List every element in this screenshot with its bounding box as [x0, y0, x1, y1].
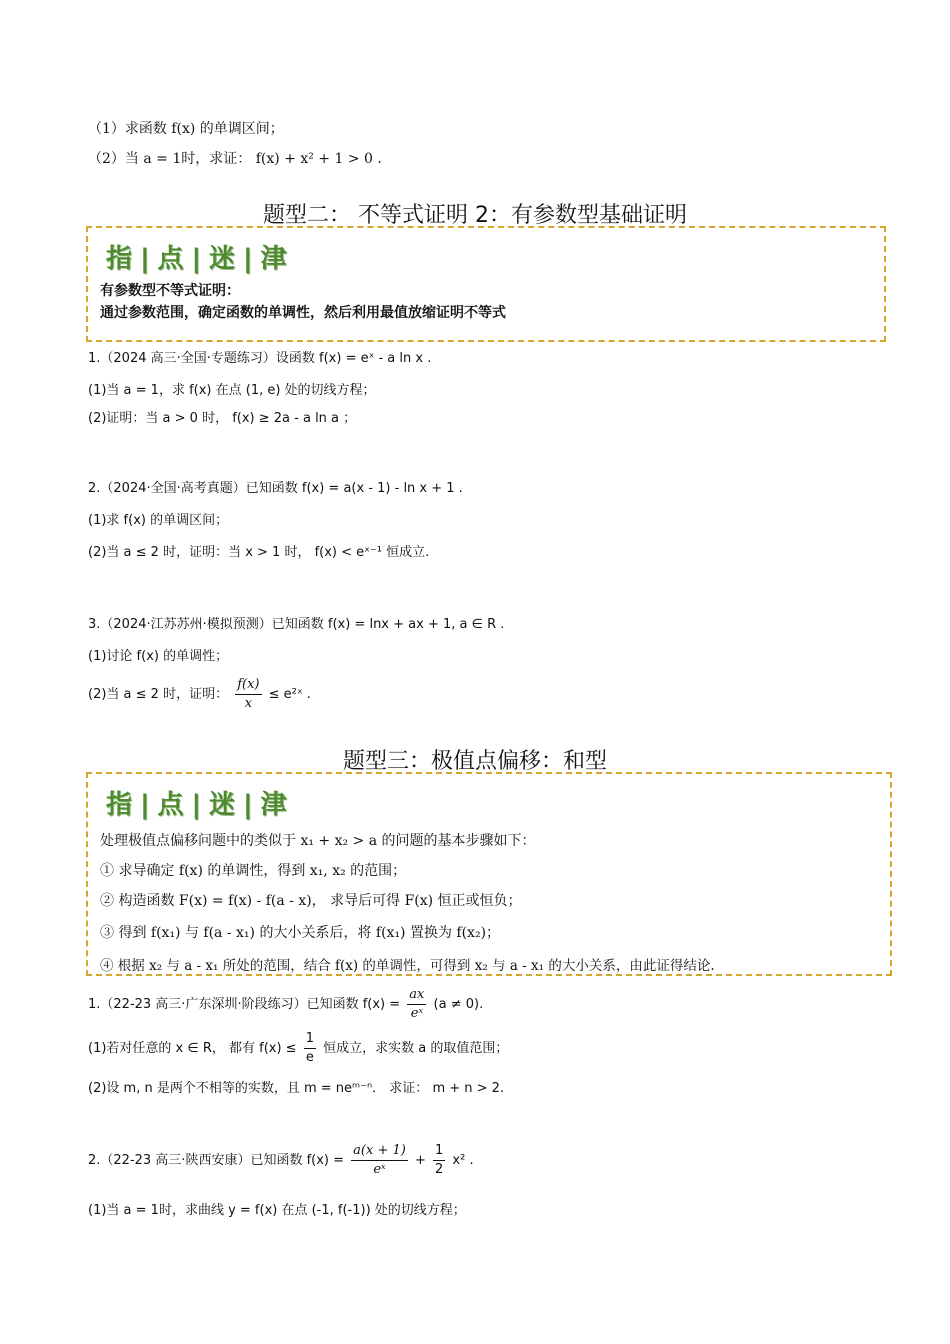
- guide-char: 指: [106, 244, 135, 274]
- fraction-numerator: 1: [304, 1030, 316, 1049]
- fraction-denominator: x: [244, 696, 253, 711]
- fraction-denominator: eˣ: [373, 1162, 386, 1177]
- guide-step: ④ 根据 x₂ 与 a - x₁ 所处的范围，结合 f(x) 的单调性，可得到 x₂ 与 a - x₁ 的大小关系，由此证得结论.: [100, 958, 715, 974]
- problem-part: (1)当 a = 1时，求曲线 y = f(x) 在点 (-1, f(-1)) 处的切线方程；: [88, 1203, 466, 1218]
- problem-part: (1)求 f(x) 的单调区间；: [88, 513, 229, 528]
- problem-part: (2)证明：当 a > 0 时， f(x) ≥ 2a - a ln a ；: [88, 411, 357, 426]
- tip-body: 通过参数范围，确定函数的单调性，然后利用最值放缩证明不等式: [100, 305, 506, 321]
- fraction-tail: ≤ e²ˣ .: [268, 687, 311, 702]
- fraction-denominator: eˣ: [410, 1006, 423, 1021]
- guide-box-2: [86, 226, 886, 342]
- part-text: (1)若对任意的 x ∈ R， 都有 f(x) ≤: [88, 1041, 297, 1056]
- guide-intro: 处理极值点偏移问题中的类似于 x₁ + x₂ > a 的问题的基本步骤如下：: [100, 833, 536, 849]
- guide-char: 迷: [209, 790, 238, 820]
- part-text: 恒成立，求实数 a 的取值范围；: [323, 1041, 509, 1056]
- stem-text: +: [414, 1153, 426, 1168]
- guide-char: 津: [260, 244, 289, 274]
- problem-stem: [88, 1142, 474, 1179]
- tip-title: 有参数型不等式证明：: [100, 283, 240, 299]
- guide-char: 指: [106, 790, 135, 820]
- fraction-denominator: e: [305, 1050, 314, 1065]
- fraction-numerator: ax: [407, 986, 426, 1005]
- fraction-denominator: 2: [435, 1162, 444, 1177]
- problem-part: (1)讨论 f(x) 的单调性；: [88, 649, 229, 664]
- guide-char: 迷: [209, 244, 238, 274]
- problem-part: (2)设 m, n 是两个不相等的实数，且 m = neᵐ⁻ⁿ． 求证： m + n > 2.: [88, 1081, 505, 1096]
- problem-part: (1)当 a = 1，求 f(x) 在点 (1, e) 处的切线方程；: [88, 383, 376, 398]
- problem-stem: 1.（2024 高三·全国·专题练习）设函数 f(x) = eˣ - a ln x .: [88, 351, 432, 366]
- fraction: [407, 986, 426, 1023]
- question-part-2: （2）当 a = 1时，求证： f(x) + x² + 1 > 0 .: [88, 151, 382, 167]
- problem-part: (2)当 a ≤ 2 时，证明：当 x > 1 时， f(x) < eˣ⁻¹ 恒成立.: [88, 545, 430, 560]
- fraction: [235, 676, 261, 713]
- guide-banner: 指 | 点 | 迷 | 津: [106, 790, 289, 820]
- guide-box-3: [86, 772, 892, 976]
- stem-text: 1.（22-23 高三·广东深圳·阶段练习）已知函数 f(x) =: [88, 997, 401, 1012]
- guide-step: ③ 得到 f(x₁) 与 f(a - x₁) 的大小关系后，将 f(x₁) 置换为 f(x₂)；: [100, 925, 501, 941]
- guide-char: 津: [260, 790, 289, 820]
- fraction: [304, 1030, 316, 1067]
- guide-char: 点: [157, 790, 186, 820]
- problem-part: (2)当 a ≤ 2 时，证明：: [88, 687, 229, 702]
- section-title-2: 题型二： 不等式证明 2：有参数型基础证明: [263, 203, 687, 228]
- stem-text: x² .: [452, 1153, 474, 1168]
- fraction-numerator: f(x): [235, 676, 261, 695]
- guide-char: 点: [157, 244, 186, 274]
- fraction-numerator: a(x + 1): [351, 1142, 408, 1161]
- fraction: [433, 1142, 445, 1179]
- problem-stem: [88, 986, 483, 1023]
- stem-text: (a ≠ 0).: [433, 997, 484, 1012]
- fraction: [351, 1142, 408, 1179]
- problem-stem: 2.（2024·全国·高考真题）已知函数 f(x) = a(x - 1) - ln x + 1 .: [88, 481, 463, 496]
- problem-stem: 3.（2024·江苏苏州·模拟预测）已知函数 f(x) = lnx + ax + 1, a ∈ R .: [88, 617, 505, 632]
- problem-part-fraction: [88, 676, 311, 713]
- section-title-3: 题型三：极值点偏移：和型: [342, 749, 607, 774]
- guide-step: ① 求导确定 f(x) 的单调性，得到 x₁, x₂ 的范围；: [100, 863, 407, 879]
- guide-banner: 指 | 点 | 迷 | 津: [106, 244, 289, 274]
- fraction-numerator: 1: [433, 1142, 445, 1161]
- guide-step: ② 构造函数 F(x) = f(x) - f(a - x)， 求导后可得 F(x) 恒正或恒负；: [100, 893, 522, 909]
- question-part-1: （1）求函数 f(x) 的单调区间；: [88, 121, 284, 137]
- stem-text: 2.（22-23 高三·陕西安康）已知函数 f(x) =: [88, 1153, 345, 1168]
- problem-part: [88, 1030, 508, 1067]
